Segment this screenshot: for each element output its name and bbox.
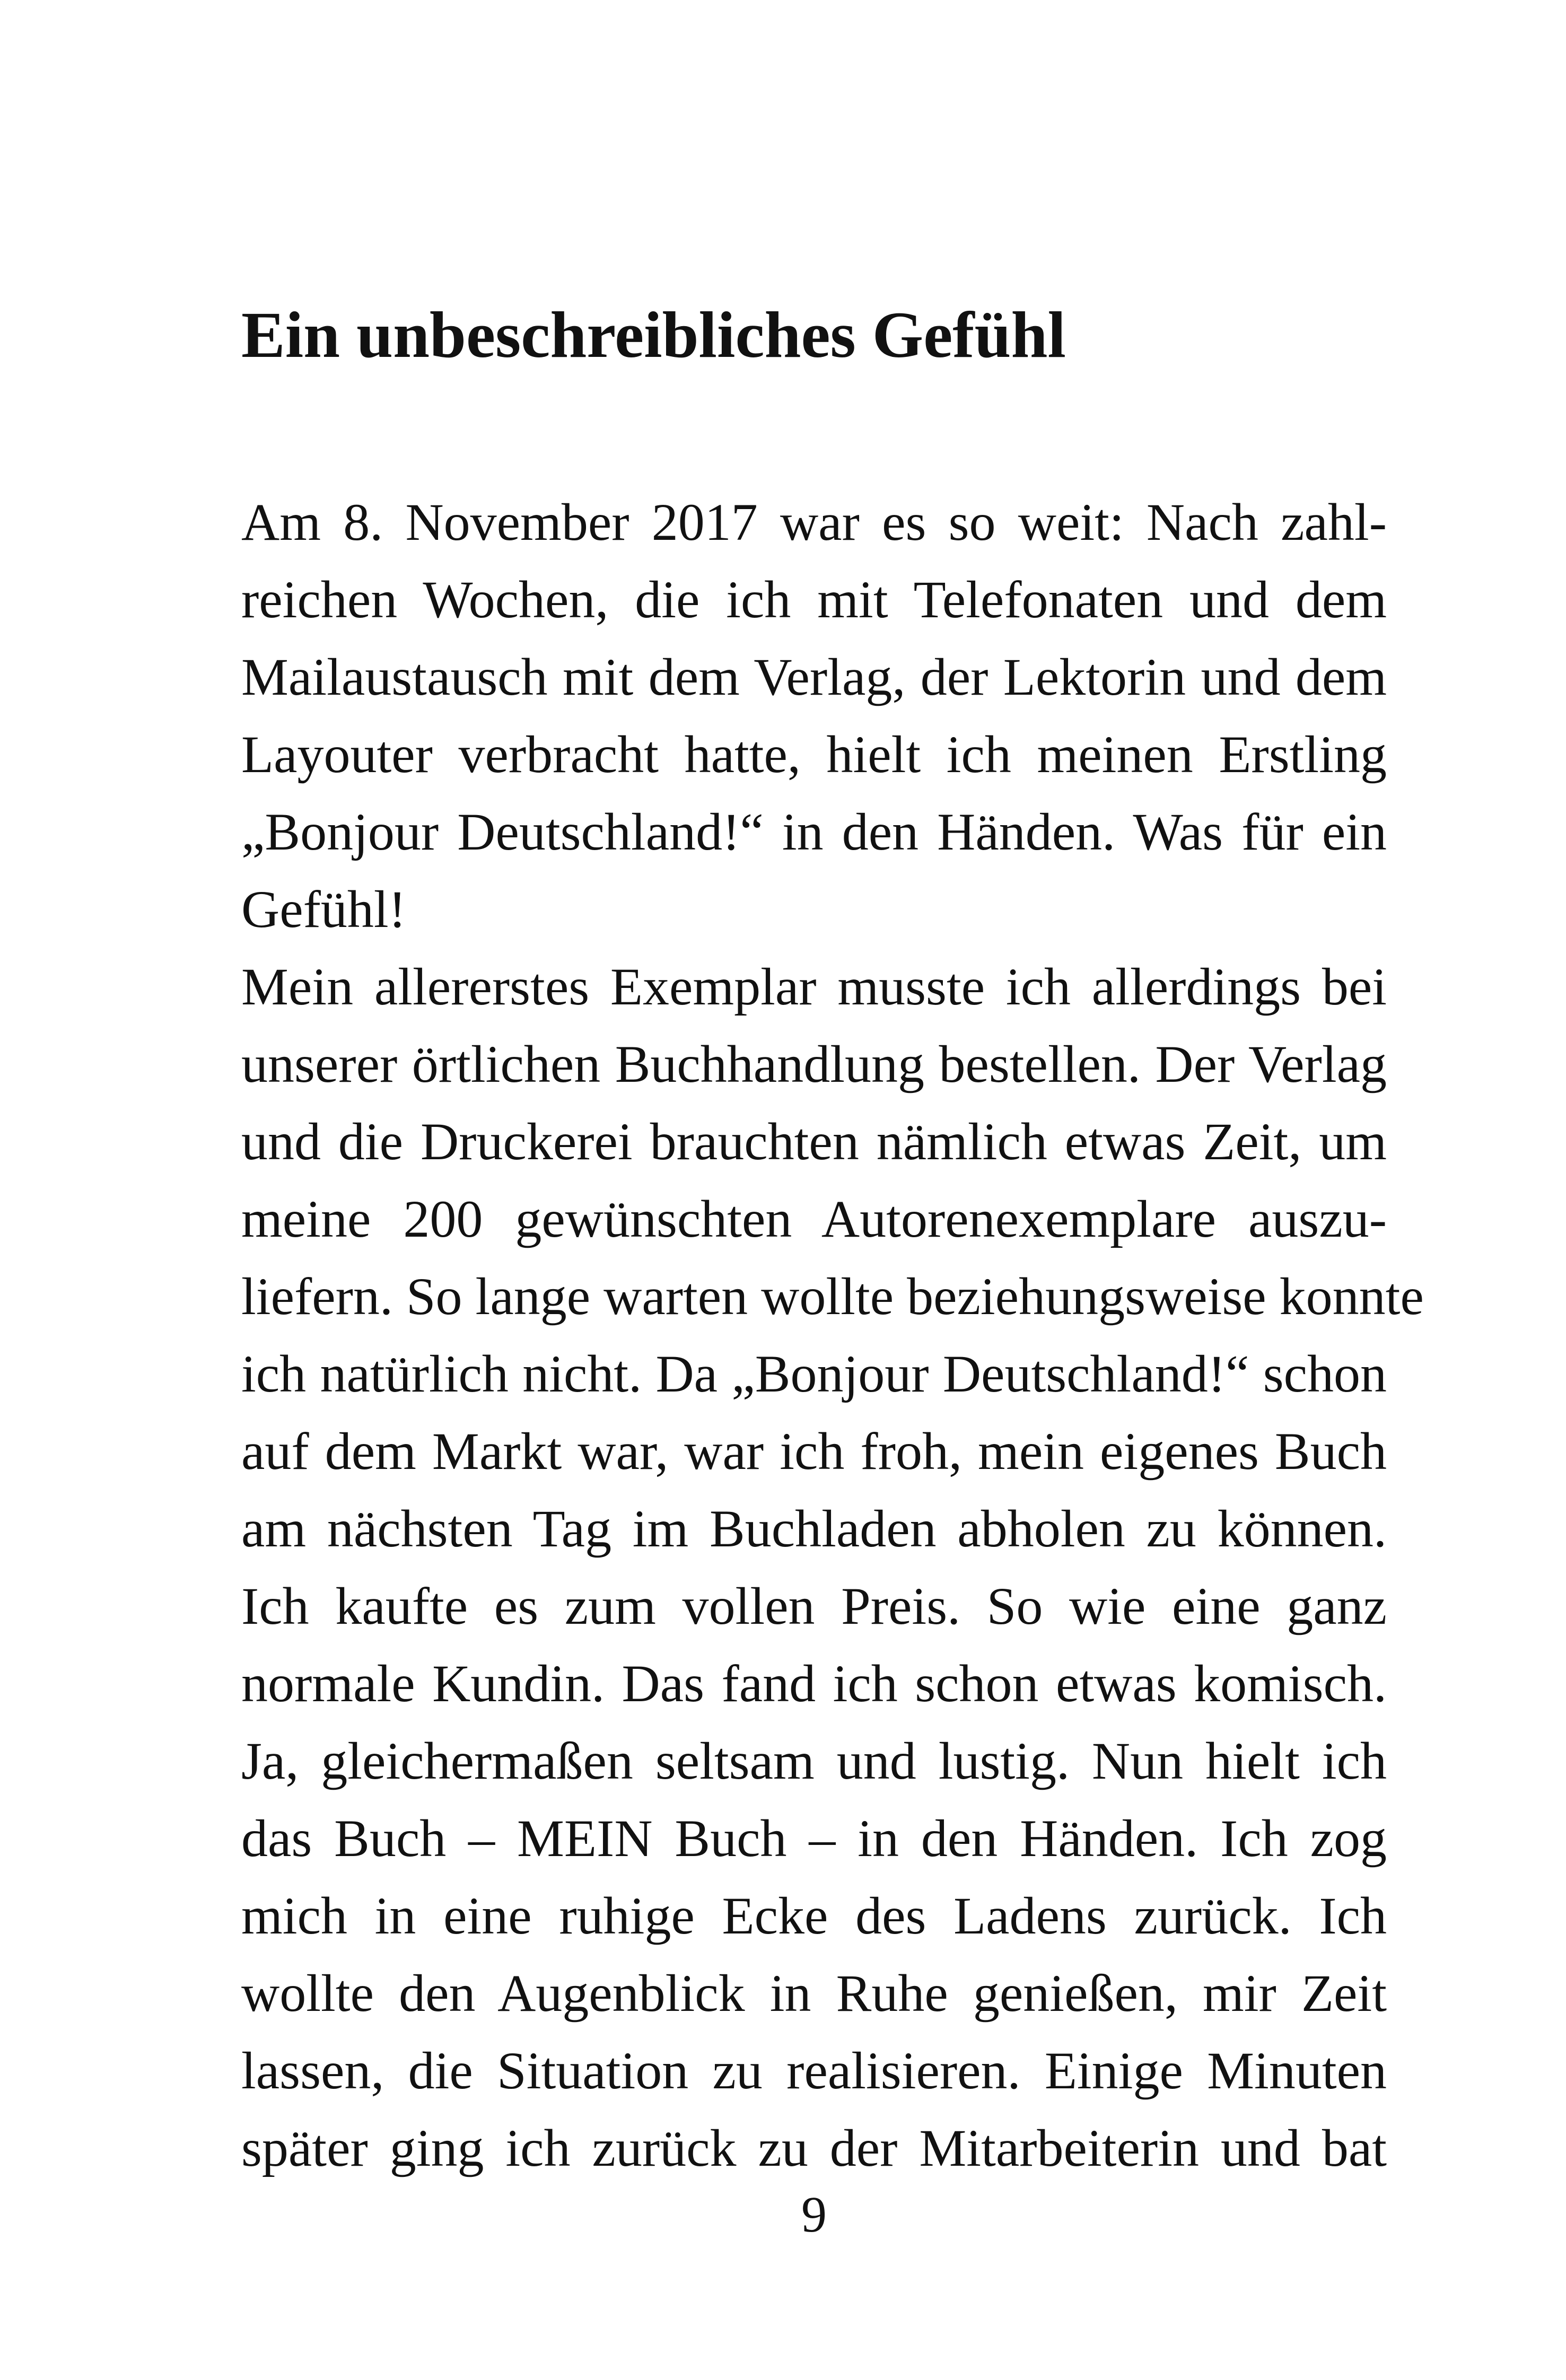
text-line: Mailaustausch mit dem Verlag, der Lektorin und dem (241, 648, 1387, 706)
text-line: Mein allererstes Exemplar musste ich allerdings bei (241, 957, 1387, 1016)
text-line: meine 200 gewünschten Autorenexemplare auszu- (241, 1189, 1387, 1248)
text-line: und die Druckerei brauchten nämlich etwas Zeit, um (241, 1112, 1387, 1171)
text-line: reichen Wochen, die ich mit Telefonaten und dem (241, 570, 1387, 629)
text-line: Ich kaufte es zum vollen Preis. So wie eine ganz (241, 1577, 1387, 1635)
text-line: Am 8. November 2017 war es so weit: Nach zahl- (241, 493, 1387, 552)
text-line: auf dem Markt war, war ich froh, mein eigenes Buch (241, 1422, 1387, 1481)
text-line: Gefühl! (241, 880, 406, 939)
text-line: später ging ich zurück zu der Mitarbeiterin und bat (241, 2119, 1387, 2177)
text-line: normale Kundin. Das fand ich schon etwas komisch. (241, 1654, 1387, 1713)
text-line: ich natürlich nicht. Da „Bonjour Deutschland!“ schon (241, 1344, 1387, 1403)
text-line: „Bonjour Deutschland!“ in den Händen. Was für ein (241, 802, 1387, 861)
body-text (241, 484, 1424, 2187)
text-line: das Buch – MEIN Buch – in den Händen. Ich zog (241, 1809, 1387, 1868)
text-line: Layouter verbracht hatte, hielt ich meinen Erstling (241, 725, 1387, 784)
paragraph-1 (241, 484, 1387, 948)
text-line: liefern. So lange warten wollte beziehungsweise konnte (241, 1267, 1424, 1326)
text-line: wollte den Augenblick in Ruhe genießen, mir Zeit (241, 1964, 1387, 2023)
page-number: 9 (801, 2186, 827, 2243)
text-line: Ja, gleichermaßen seltsam und lustig. Nun hielt ich (241, 1731, 1387, 1790)
text-line: mich in eine ruhige Ecke des Ladens zurück. Ich (241, 1886, 1387, 1945)
text-line: unserer örtlichen Buchhandlung bestellen. Der Verlag (241, 1035, 1387, 1093)
text-line: am nächsten Tag im Buchladen abholen zu können. (241, 1499, 1387, 1558)
text-line: lassen, die Situation zu realisieren. Einige Minuten (241, 2041, 1387, 2100)
paragraph-2 (241, 948, 1424, 2187)
chapter-title: Ein unbeschreibliches Gefühl (241, 299, 1066, 371)
